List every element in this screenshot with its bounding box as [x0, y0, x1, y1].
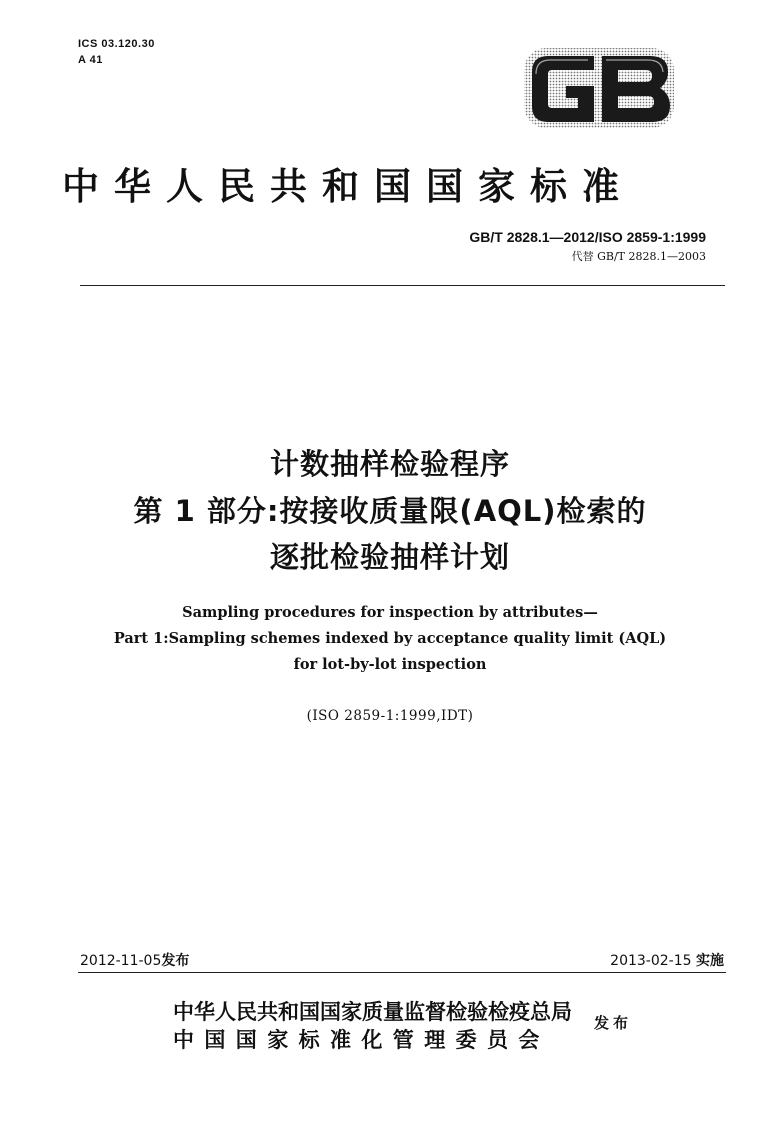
gb-logo: [522, 44, 678, 132]
issue-date: [80, 950, 189, 970]
header-divider: [80, 285, 725, 286]
title-en-line-1: Sampling procedures for inspection by attributes—: [182, 604, 598, 621]
implementation-date: [610, 950, 724, 970]
iso-equivalence: (ISO 2859-1:1999,IDT): [306, 708, 474, 724]
issue-date-value: 2012-11-05: [80, 953, 162, 969]
impl-date-value: 2013-02-15: [610, 953, 692, 969]
title-cn-line-2: 第 1 部分:按接收质量限(AQL)检索的: [133, 494, 647, 528]
classification-codes: [78, 36, 155, 68]
ics-code: ICS 03.120.30: [78, 38, 155, 50]
national-standard-heading: 中华人民共和国国家标准: [62, 164, 634, 208]
title-en-line-2: Part 1:Sampling schemes indexed by acceptance quality limit (AQL): [113, 630, 667, 647]
publish-label: 发布: [594, 1014, 633, 1032]
issue-date-label: 发布: [161, 953, 190, 969]
title-cn-line-3: 逐批检验抽样计划: [269, 540, 510, 574]
impl-date-label: 实施: [696, 953, 724, 969]
replaces-standard: 代替 GB/T 2828.1—2003: [571, 250, 706, 263]
ccs-code: A 41: [78, 54, 103, 66]
title-en-line-3: for lot-by-lot inspection: [293, 656, 487, 673]
title-cn-line-1: 计数抽样检验程序: [269, 447, 510, 481]
issuer-sac: 中国国家标准化管理委员会: [173, 1027, 550, 1052]
standard-number: GB/T 2828.1—2012/ISO 2859-1:1999: [469, 229, 706, 245]
issuer-aqsiq: 中华人民共和国国家质量监督检验检疫总局: [173, 999, 572, 1024]
footer-divider: [78, 972, 726, 973]
